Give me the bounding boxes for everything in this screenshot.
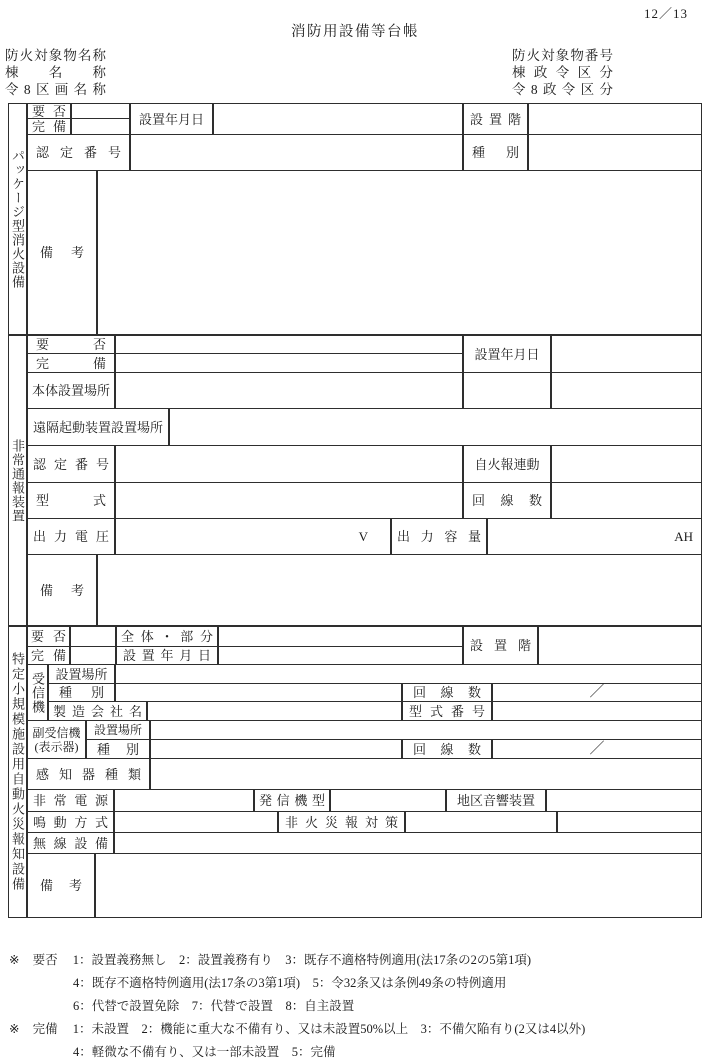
s3-biko-label-text: 備考 (40, 878, 82, 893)
s1-kanbi-label (27, 118, 71, 135)
s2-kanbi-value-cell[interactable] (115, 353, 463, 373)
s1-kanbi-value-cell[interactable] (71, 118, 130, 135)
s3-biko-value-cell[interactable] (95, 853, 702, 918)
s1-biko-value-cell[interactable] (97, 170, 702, 335)
s3-kataban-label-text: 型式番号 (409, 703, 485, 719)
s3-setchi-date-value-cell[interactable] (218, 646, 463, 665)
s3-fukujushinki-label (27, 720, 86, 759)
s3-meido-value-cell[interactable] (114, 811, 278, 833)
s3-seizo-label-text: 製造会社名 (53, 703, 142, 719)
s3-fuku-basho-value-cell[interactable] (150, 720, 702, 740)
s3-zentai-value-cell[interactable] (218, 626, 463, 647)
s2-biko-value-cell[interactable] (97, 554, 702, 626)
s3-hikasai-value-cell[interactable] (405, 811, 557, 833)
s2-enkaku-value-cell[interactable] (169, 408, 702, 446)
building-name-label: 棟名称 (5, 65, 106, 80)
s1-nintei-label (27, 134, 130, 171)
s3-musen-label-text: 無線設備 (33, 835, 108, 851)
s3-chiku-label: 地区音響装置 (446, 789, 546, 812)
rei8-gov-class-label: 令8政令区分 (512, 82, 613, 97)
s2-kaisen-value-cell[interactable] (551, 482, 702, 519)
footnote-yohi-line1 (9, 950, 531, 968)
s3-kataban-label (402, 701, 492, 721)
s3-kanbi-label-text: 完備 (31, 648, 66, 663)
s2-nintei-label-text: 認定番号 (33, 456, 109, 472)
s3-kanbi-value-cell[interactable] (70, 646, 116, 665)
s3-hijo-dengen-value-cell[interactable] (114, 789, 254, 812)
footnote-kanbi-text1: 1：未設置 2：機能に重大な不備有り、又は未設置50%以上 3：不備欠陥有り(2又は4以外) (72, 1022, 586, 1036)
s1-biko-label (27, 170, 97, 335)
s3-fuku-shubetsu-label (86, 739, 150, 759)
s1-yohi-label (27, 103, 71, 119)
s1-yohi-label-text: 要否 (32, 103, 66, 119)
footnote-yohi-term: 要否 (32, 953, 58, 967)
s3-fukujushinki-label-line2: (表示器) (34, 739, 79, 754)
s3-kataban-value-cell[interactable] (492, 701, 702, 721)
s2-kanbi-label-text: 完備 (36, 355, 106, 371)
s2-output-cap-label-text: 出力容量 (397, 529, 481, 544)
footnote-kanbi-line1 (9, 1019, 585, 1037)
s3-biko-label (27, 853, 95, 918)
page-number: 12／13 (643, 6, 688, 21)
s3-hikasai-label-text: 非火災報対策 (285, 814, 398, 830)
s1-setchi-date-label: 設置年月日 (130, 103, 213, 135)
footnote-yohi-line3: 6：代替で設置免除 7：代替で設置 8：自主設置 (73, 999, 355, 1013)
footnote-kanbi-marker: ※ (9, 1022, 20, 1036)
s3-hasshinki-label-text: 発信機型 (259, 793, 325, 808)
s3-jushinki-label: 受信機 (27, 664, 48, 721)
s1-setchi-floor-value-cell[interactable] (528, 103, 702, 135)
s1-shubetsu-label-text: 種別 (472, 145, 519, 160)
s3-setchi-floor-label-text: 設置階 (470, 638, 531, 653)
section-small-facility-title: 特定小規模施設用自動火災報知設備 (8, 626, 27, 918)
s1-shubetsu-value-cell[interactable] (528, 134, 702, 171)
s2-output-cap-label (391, 518, 487, 555)
s2-kanbi-label (27, 353, 115, 373)
s3-meido-label-text: 鳴動方式 (33, 814, 108, 830)
s1-yohi-value-cell[interactable] (71, 103, 130, 119)
s2-hontai-label: 本体設置場所 (27, 372, 115, 409)
s3-jushinki-basho-value-cell[interactable] (115, 664, 702, 684)
page-title: 消防用設備等台帳 (291, 24, 419, 40)
s3-hasshinki-label (254, 789, 330, 812)
footnote-yohi-text1: 1：設置義務無し 2：設置義務有り 3：既存不適格特例適用(法17条の2の5第1項) (72, 953, 532, 967)
s2-setchi-date-label: 設置年月日 (463, 335, 551, 373)
s3-zentai-label-text: 全体・部分 (121, 629, 213, 644)
s1-nintei-label-text: 認定番号 (36, 145, 121, 160)
s2-nintei-label (27, 445, 115, 483)
s2-kata-value-cell[interactable] (115, 482, 463, 519)
s2-kaisen-label-text: 回線数 (472, 493, 542, 508)
s3-hijo-dengen-label (27, 789, 114, 812)
s3-fuku-shubetsu-value-cell[interactable] (150, 739, 402, 759)
s3-fuku-kaisen-label (402, 739, 492, 759)
rei8-section-name-label: 令8区画名称 (5, 82, 106, 97)
s1-setchi-date-value-cell[interactable] (213, 103, 463, 135)
section-emergency-title: 非常通報装置 (8, 335, 27, 626)
s2-yohi-value-cell[interactable] (115, 335, 463, 354)
s2-jikaho-value-cell[interactable] (551, 445, 702, 483)
s3-kaisen-label (402, 683, 492, 702)
s3-jushinki-basho-label: 設置場所 (48, 664, 115, 684)
s3-hijo-dengen-label-text: 非常電源 (33, 793, 108, 808)
s2-blank-cell-2[interactable] (551, 372, 702, 409)
s1-nintei-value-cell[interactable] (130, 134, 463, 171)
s2-blank-cell-1[interactable] (463, 372, 551, 409)
s3-fukujushinki-label-line1: 副受信機 (32, 725, 81, 740)
s2-output-v-label-text: 出力電圧 (33, 529, 109, 544)
s2-output-cap-value-cell[interactable]: AH (487, 518, 702, 555)
s3-jushinki-shubetsu-label (48, 683, 115, 702)
building-gov-class-label: 棟政令区分 (512, 65, 613, 80)
s1-setchi-floor-label-text: 設置階 (470, 111, 521, 127)
footnote-kanbi-line2: 4：軽微な不備有り、又は一部未設置 5：完備 (73, 1045, 336, 1059)
s3-fuku-basho-label: 設置場所 (86, 720, 150, 740)
s3-kanbi-label (27, 646, 70, 665)
s1-shubetsu-label (463, 134, 528, 171)
s3-hikasai-label (278, 811, 405, 833)
s3-yohi-value-cell[interactable] (70, 626, 116, 647)
s2-kata-label-text: 型式 (36, 493, 106, 508)
s3-musen-value-cell[interactable] (114, 832, 702, 854)
s3-setchi-floor-value-cell[interactable] (538, 626, 702, 665)
s2-jikaho-label: 自火報連動 (463, 445, 551, 483)
s3-meido-label (27, 811, 114, 833)
s3-fuku-kaisen-label-text: 回線数 (413, 741, 481, 757)
s3-seizo-label (48, 701, 147, 721)
s2-biko-label (27, 554, 97, 626)
s3-yohi-label-text: 要否 (31, 629, 66, 644)
s3-kaisen-value-cell[interactable]: ／ (492, 683, 702, 702)
section-package-title: パッケージ型消火設備 (8, 103, 27, 335)
s3-zentai-label (116, 626, 218, 647)
s2-yohi-label (27, 335, 115, 354)
s3-kaisen-label-text: 回線数 (413, 685, 481, 700)
s2-yohi-label-text: 要否 (36, 337, 106, 352)
s3-hasshinki-value-cell[interactable] (330, 789, 446, 812)
s2-hontai-value-cell[interactable] (115, 372, 463, 409)
s3-setchi-date-label (116, 646, 218, 665)
s3-musen-label (27, 832, 114, 854)
s2-output-v-value-cell[interactable]: V (115, 518, 391, 555)
s1-setchi-floor-label (463, 103, 528, 135)
s3-jushinki-shubetsu-label-text: 種別 (59, 685, 104, 700)
s2-setchi-date-value-cell[interactable] (551, 335, 702, 373)
s1-biko-label-text: 備考 (40, 245, 84, 260)
s2-kata-label (27, 482, 115, 519)
s3-setchi-floor-label (463, 626, 538, 665)
s3-kanchiki-label (27, 758, 150, 790)
footnote-kanbi-term: 完備 (32, 1022, 58, 1036)
footnote-yohi-line2: 4：既存不適格特例適用(法17条の3第1項) 5：令32条又は条例49条の特例適用 (73, 976, 507, 990)
footnote-yohi-marker: ※ (9, 953, 20, 967)
s3-kanchiki-value-cell[interactable] (150, 758, 702, 790)
s3-jushinki-shubetsu-value-cell[interactable] (115, 683, 402, 702)
property-number-label: 防火対象物番号 (512, 48, 613, 63)
s3-kanchiki-label-text: 感知器種類 (36, 766, 141, 782)
s3-setchi-date-label-text: 設置年月日 (123, 648, 211, 663)
s3-seizo-value-cell[interactable] (147, 701, 402, 721)
s2-output-v-label (27, 518, 115, 555)
s3-blank-cell[interactable] (557, 811, 702, 833)
s2-nintei-value-cell[interactable] (115, 445, 463, 483)
s1-kanbi-label-text: 完備 (32, 119, 66, 134)
s2-kaisen-label (463, 482, 551, 519)
s2-biko-label-text: 備考 (40, 582, 84, 598)
s3-fuku-shubetsu-label-text: 種別 (97, 741, 139, 757)
s3-yohi-label (27, 626, 70, 647)
property-name-label: 防火対象物名称 (5, 48, 106, 63)
s3-chiku-value-cell[interactable] (546, 789, 702, 812)
s2-enkaku-label: 遠隔起動装置設置場所 (27, 408, 169, 446)
s3-fuku-kaisen-value-cell[interactable]: ／ (492, 739, 702, 759)
